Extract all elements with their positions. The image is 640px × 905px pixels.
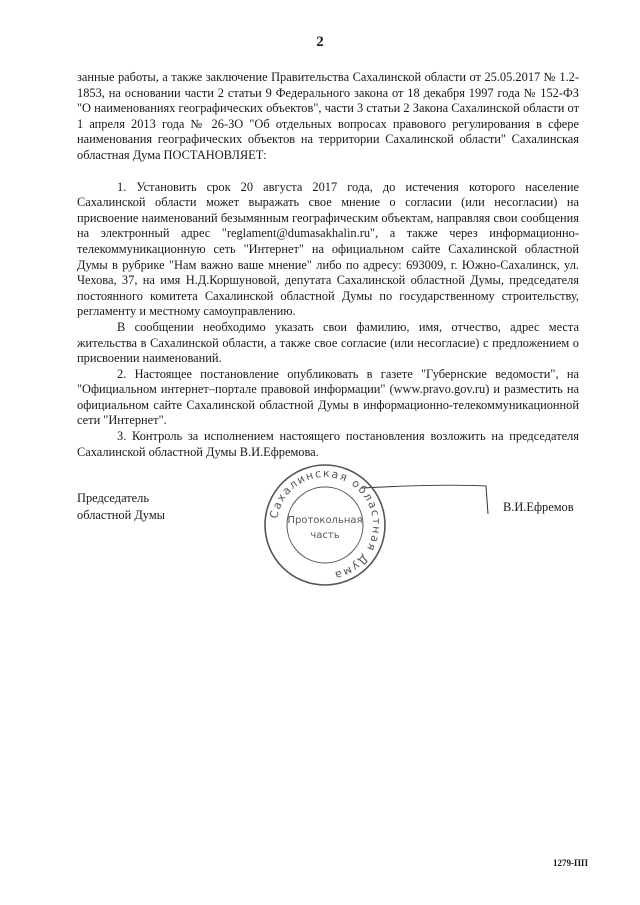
document-code: 1279-ПП	[553, 858, 588, 868]
official-stamp	[260, 460, 390, 590]
page-number: 2	[316, 34, 324, 50]
paragraph-item-1: 1. Установить срок 20 августа 2017 года, до истечения которого население Сахалинской области может выражать свое мнение о согласии (или несогласии) на присвоение наименований безымянным географическим объектам, направляя свои сообщения на электронный адрес "reglament@dumasakhalin.ru", а также через информационно-телекоммуникационную сеть "Интернет" на официальном сайте Сахалинской областной Думы в рубрике "Нам важно ваше мнение" либо по адресу: 693009, г. Южно-Сахалинск, ул. Чехова, 37, на имя Н.Д.Коршуновой, депутата Сахалинской областной Думы, председателя постоянного комитета Сахалинской областной Думы по государственному строительству, регламенту и местному самоуправлению.	[77, 179, 579, 319]
signatory-name: В.И.Ефремов	[503, 500, 574, 514]
paragraph-item-1-note: В сообщении необходимо указать свои фамилию, имя, отчество, адрес места жительства в Сахалинской области, а также свое согласие (или несогласие) с предложением о присвоении наименований.	[77, 319, 579, 366]
paragraph-item-2: 2. Настоящее постановление опубликовать в газете "Губернские ведомости", на "Официальном интернет–портале правовой информации" (www.pravo.gov.ru) и разместить на официальном сайте Сахалинской областной Думы в информационно-телекоммуникационной сети "Интернет".	[77, 366, 579, 428]
document-body	[77, 70, 579, 460]
signature-title-line2: областной Думы	[77, 508, 165, 522]
stamp-center-line1: Протокольная	[287, 515, 363, 526]
signature-title-line1: Председатель	[77, 491, 150, 505]
stamp-ring-text: Сахалинская областная Дума	[267, 466, 384, 583]
paragraph-item-3: 3. Контроль за исполнением настоящего постановления возложить на председателя Сахалинской областной Думы В.И.Ефремова.	[77, 429, 579, 459]
paragraph-intro: занные работы, а также заключение Правительства Сахалинской области от 25.05.2017 № 1.2-1853, на основании части 2 статьи 9 Федерального закона от 18 декабря 1997 года № 152-ФЗ "О наименованиях географических объектов", части 3 статьи 2 Закона Сахалинской области от 1 апреля 2013 года № 26-ЗО "Об отдельных вопросах правового регулирования в сфере наименования географических объектов на территории Сахалинской области" Сахалинская областная Дума ПОСТАНОВЛЯЕТ:	[77, 70, 579, 162]
stamp-center-line2: часть	[310, 530, 340, 541]
signature-title	[77, 490, 165, 524]
